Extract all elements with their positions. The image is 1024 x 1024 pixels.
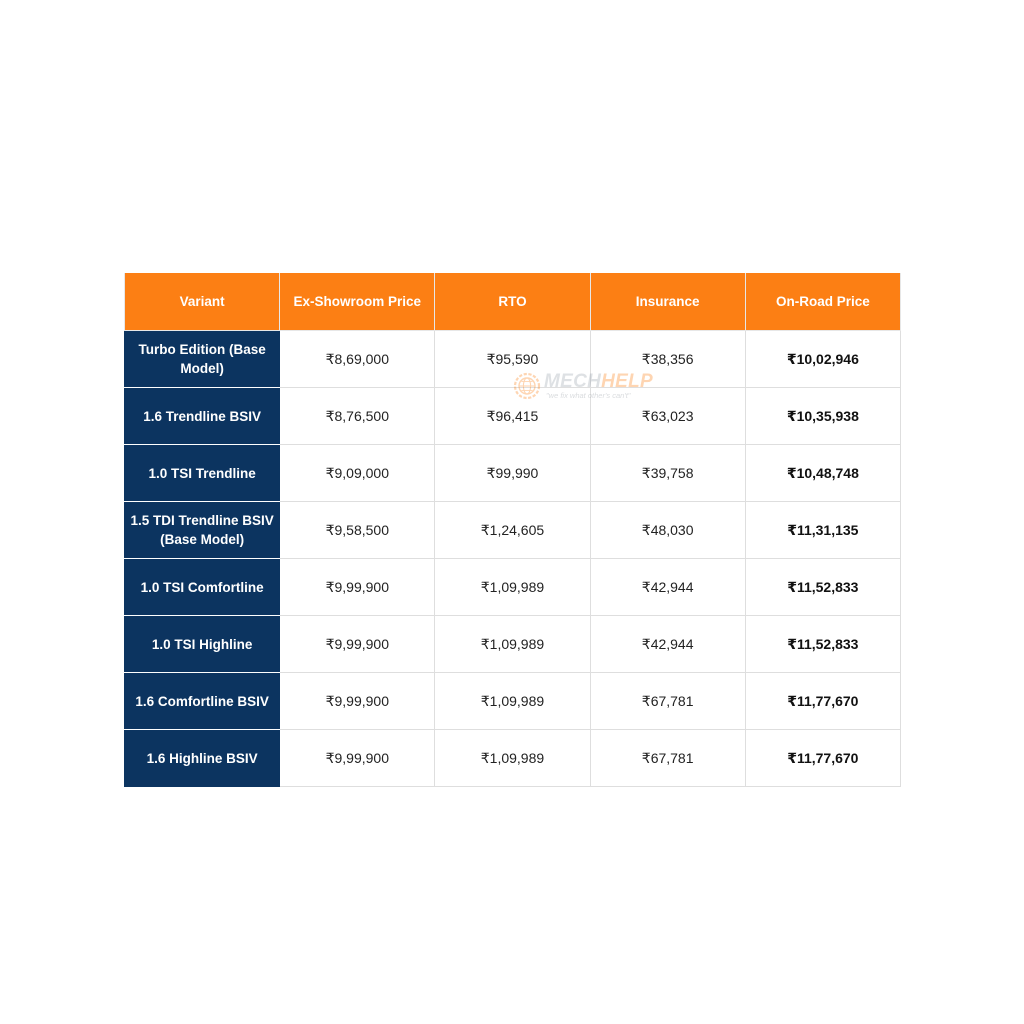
- rto-cell: ₹99,990: [435, 445, 590, 502]
- rto-cell: ₹1,24,605: [435, 502, 590, 559]
- ex-showroom-cell: ₹9,58,500: [280, 502, 435, 559]
- variant-cell: 1.6 Highline BSIV: [125, 730, 280, 787]
- insurance-cell: ₹63,023: [590, 388, 745, 445]
- table-row: [125, 730, 901, 787]
- watermark-brand-help: HELP: [601, 371, 654, 392]
- variant-cell: Turbo Edition (Base Model): [125, 331, 280, 388]
- insurance-cell: ₹38,356: [590, 331, 745, 388]
- header-on-road-price: On-Road Price: [745, 273, 900, 331]
- table-row: [125, 331, 901, 388]
- insurance-cell: ₹67,781: [590, 730, 745, 787]
- on-road-cell: ₹11,77,670: [745, 730, 900, 787]
- on-road-cell: ₹11,77,670: [745, 673, 900, 730]
- table-row: [125, 388, 901, 445]
- rto-cell: ₹1,09,989: [435, 616, 590, 673]
- on-road-cell: ₹10,48,748: [745, 445, 900, 502]
- price-table: [124, 273, 901, 787]
- ex-showroom-cell: ₹9,99,900: [280, 616, 435, 673]
- ex-showroom-cell: ₹8,76,500: [280, 388, 435, 445]
- on-road-cell: ₹10,35,938: [745, 388, 900, 445]
- rto-cell: ₹95,590: [435, 331, 590, 388]
- header-row: [125, 273, 901, 331]
- table-row: [125, 559, 901, 616]
- on-road-cell: ₹11,52,833: [745, 616, 900, 673]
- variant-cell: 1.5 TDI Trendline BSIV (Base Model): [125, 502, 280, 559]
- table-row: [125, 616, 901, 673]
- variant-cell: 1.0 TSI Comfortline: [125, 559, 280, 616]
- rto-cell: ₹1,09,989: [435, 559, 590, 616]
- table-row: [125, 673, 901, 730]
- variant-cell: 1.6 Comfortline BSIV: [125, 673, 280, 730]
- on-road-cell: ₹11,52,833: [745, 559, 900, 616]
- rto-cell: ₹96,415: [435, 388, 590, 445]
- insurance-cell: ₹48,030: [590, 502, 745, 559]
- variant-cell: 1.0 TSI Highline: [125, 616, 280, 673]
- ex-showroom-cell: ₹8,69,000: [280, 331, 435, 388]
- ex-showroom-cell: ₹9,09,000: [280, 445, 435, 502]
- insurance-cell: ₹39,758: [590, 445, 745, 502]
- watermark-tagline: "we fix what other's can't": [546, 391, 631, 400]
- variant-cell: 1.6 Trendline BSIV: [125, 388, 280, 445]
- variant-cell: 1.0 TSI Trendline: [125, 445, 280, 502]
- on-road-cell: ₹10,02,946: [745, 331, 900, 388]
- header-rto: RTO: [435, 273, 590, 331]
- ex-showroom-cell: ₹9,99,900: [280, 730, 435, 787]
- on-road-cell: ₹11,31,135: [745, 502, 900, 559]
- watermark-brand-mech: MECH: [544, 371, 602, 392]
- ex-showroom-cell: ₹9,99,900: [280, 673, 435, 730]
- insurance-cell: ₹42,944: [590, 559, 745, 616]
- rto-cell: ₹1,09,989: [435, 730, 590, 787]
- insurance-cell: ₹42,944: [590, 616, 745, 673]
- table-row: [125, 502, 901, 559]
- header-insurance: Insurance: [590, 273, 745, 331]
- rto-cell: ₹1,09,989: [435, 673, 590, 730]
- ex-showroom-cell: ₹9,99,900: [280, 559, 435, 616]
- table-row: [125, 445, 901, 502]
- header-variant: Variant: [125, 273, 280, 331]
- header-ex-showroom-price: Ex-Showroom Price: [280, 273, 435, 331]
- insurance-cell: ₹67,781: [590, 673, 745, 730]
